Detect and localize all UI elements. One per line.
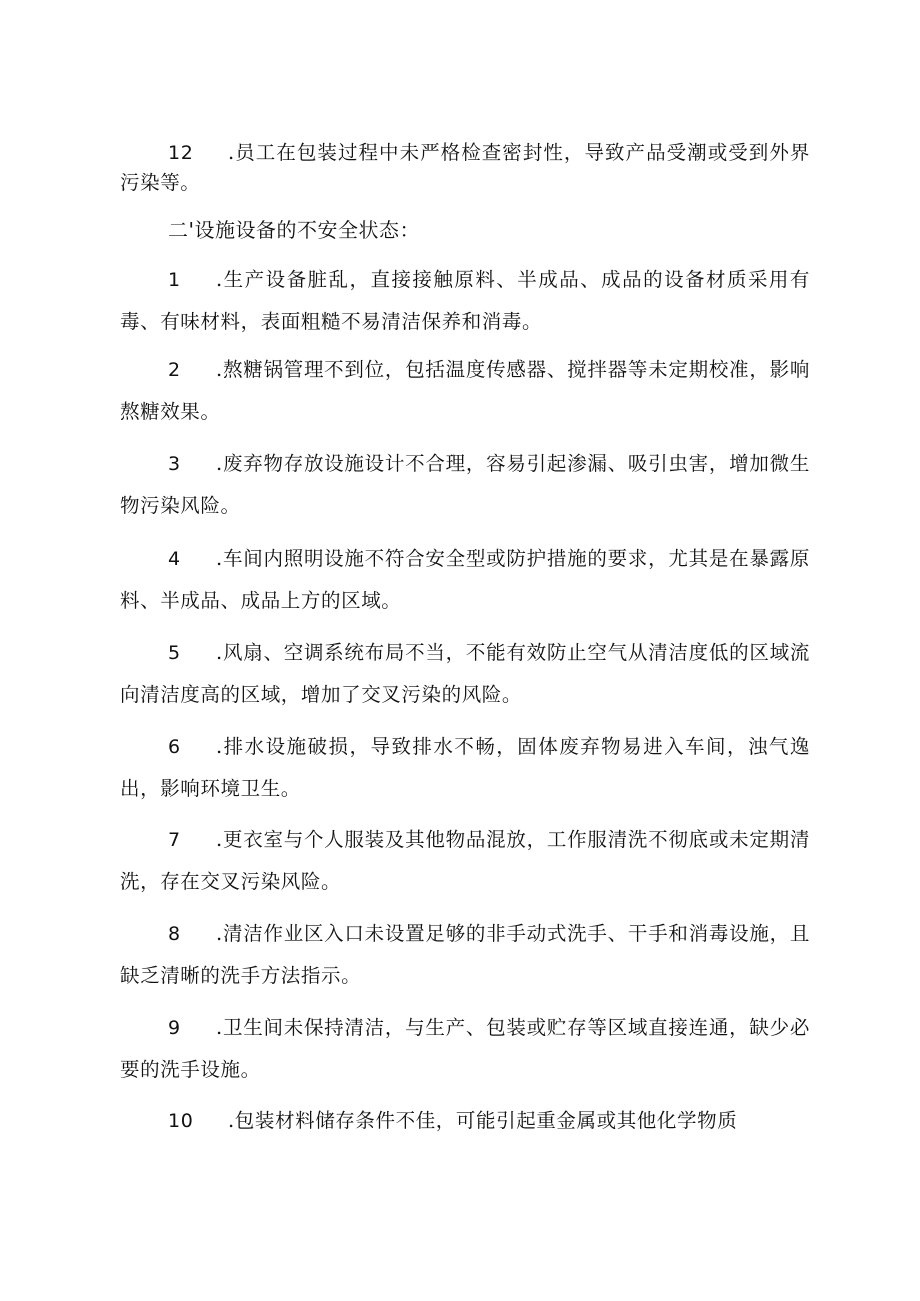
- paragraph-item-4: [120, 538, 810, 622]
- item-text: .包装材料储存条件不佳，可能引起重金属或其他化学物质: [228, 1109, 738, 1132]
- paragraph-item-9: [120, 1007, 810, 1091]
- paragraph-item-1: [120, 259, 810, 343]
- item-text: .清洁作业区入口未设置足够的非手动式洗手、干手和消毒设施，且缺乏清晰的洗手方法指示。: [120, 922, 810, 987]
- paragraph-item-3: [120, 443, 810, 527]
- paragraph-item-5: [120, 632, 810, 716]
- item-text: .废弃物存放设施设计不合理，容易引起渗漏、吸引虫害，增加微生物污染风险。: [120, 452, 810, 517]
- paragraph-item-10: [120, 1100, 810, 1142]
- item-number: 5: [168, 642, 181, 664]
- item-text: .卫生间未保持清洁，与生产、包装或贮存等区域直接连通，缺少必要的洗手设施。: [120, 1016, 810, 1081]
- item-number: 1: [168, 269, 181, 291]
- paragraph-item-2: [120, 349, 810, 433]
- item-text: .熬糖锅管理不到位，包括温度传感器、搅拌器等未定期校准，影响熬糖效果。: [120, 358, 810, 423]
- item-number: 10: [168, 1110, 194, 1132]
- item-number: 12: [168, 142, 194, 164]
- item-text: .员工在包装过程中未严格检查密封性，导致产品受潮或受到外界污染等。: [120, 141, 810, 194]
- item-number: 6: [168, 736, 181, 758]
- item-text: .更衣室与个人服装及其他物品混放，工作服清洗不彻底或未定期清洗，存在交叉污染风险。: [120, 828, 810, 893]
- item-number: 7: [168, 829, 181, 851]
- item-number: 8: [168, 923, 181, 945]
- paragraph-item-6: [120, 726, 810, 810]
- item-number: 4: [168, 548, 181, 570]
- item-text: .风扇、空调系统布局不当，不能有效防止空气从清洁度低的区域流向清洁度高的区域，增加了交叉污染的风险。: [120, 641, 810, 706]
- item-text: .生产设备脏乱，直接接触原料、半成品、成品的设备材质采用有毒、有味材料，表面粗糙不易清洁保养和消毒。: [120, 268, 810, 333]
- item-number: 2: [168, 359, 181, 381]
- paragraph-item-7: [120, 819, 810, 903]
- paragraph-item-12: [120, 138, 810, 198]
- item-text: .排水设施破损，导致排水不畅，固体废弃物易进入车间，浊气逸出，影响环境卫生。: [120, 735, 810, 800]
- section-heading: 二'设施设备的不安全状态：: [168, 218, 420, 242]
- item-number: 3: [168, 453, 181, 475]
- item-number: 9: [168, 1017, 181, 1039]
- item-text: .车间内照明设施不符合安全型或防护措施的要求，尤其是在暴露原料、半成品、成品上方的区域。: [120, 547, 810, 612]
- paragraph-item-8: [120, 913, 810, 997]
